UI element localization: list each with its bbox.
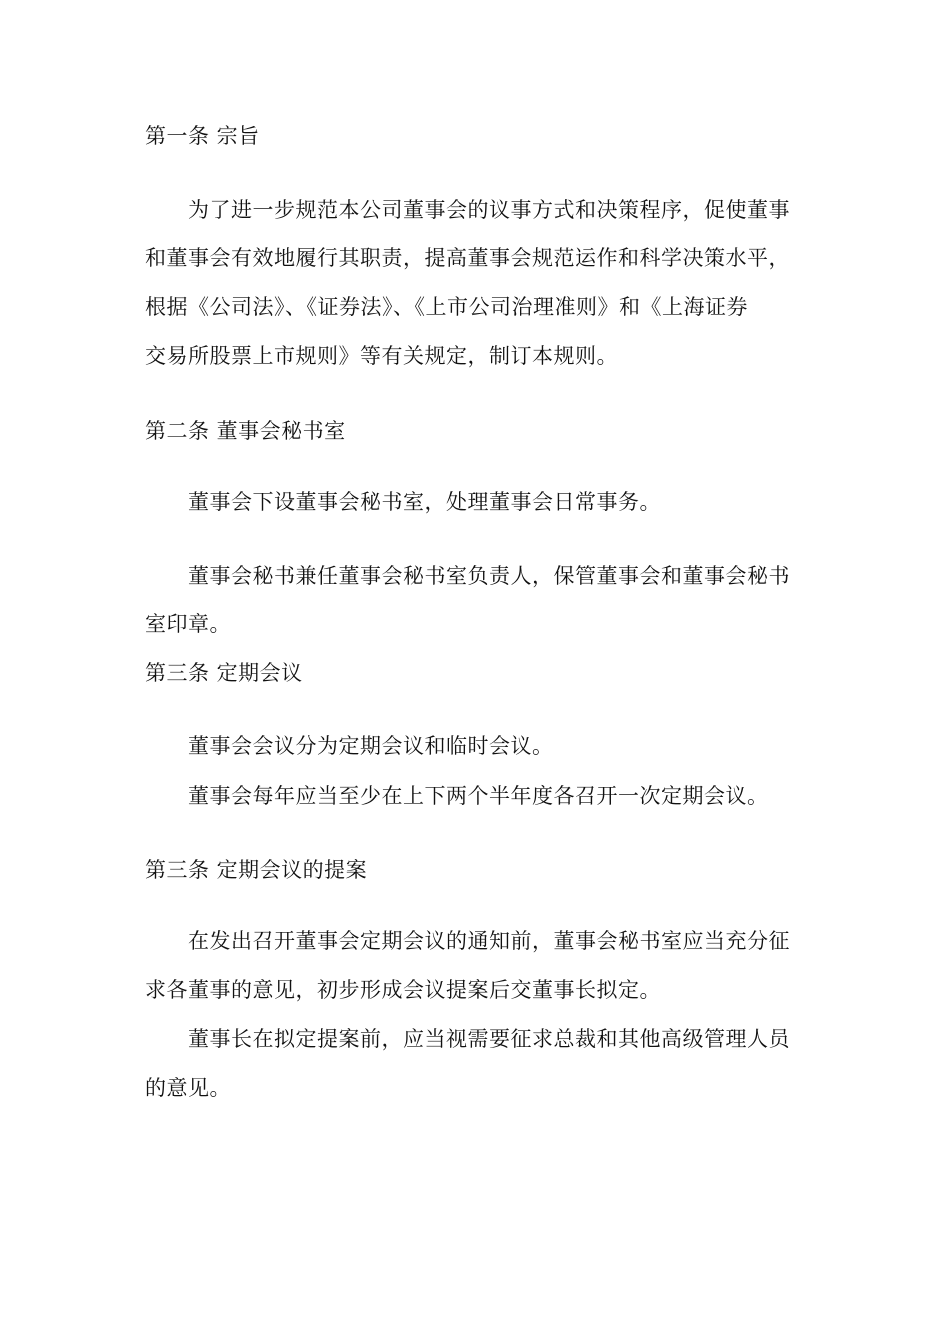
section-heading: 第二条 董事会秘书室 — [145, 419, 346, 443]
section-heading: 第三条 定期会议 — [145, 661, 303, 685]
paragraph-line: 和董事会有效地履行其职责，提高董事会规范运作和科学决策水平， — [145, 246, 790, 270]
paragraph-line: 室印章。 — [145, 612, 231, 636]
paragraph-line: 董事会会议分为定期会议和临时会议。 — [188, 734, 554, 758]
paragraph-line: 董事会下设董事会秘书室，处理董事会日常事务。 — [188, 490, 661, 514]
paragraph-line: 的意见。 — [145, 1076, 231, 1100]
paragraph-line: 董事长在拟定提案前，应当视需要征求总裁和其他高级管理人员 — [188, 1027, 790, 1051]
section-heading: 第一条 宗旨 — [145, 124, 260, 148]
section-heading: 第三条 定期会议的提案 — [145, 858, 368, 882]
paragraph-line: 为了进一步规范本公司董事会的议事方式和决策程序，促使董事 — [188, 198, 790, 222]
paragraph-line: 董事会秘书兼任董事会秘书室负责人，保管董事会和董事会秘书 — [188, 564, 790, 588]
paragraph-line: 交易所股票上市规则》等有关规定，制订本规则。 — [145, 344, 618, 368]
paragraph-line: 求各董事的意见，初步形成会议提案后交董事长拟定。 — [145, 978, 661, 1002]
paragraph-line: 根据《公司法》、《证券法》、《上市公司治理准则》和《上海证券 — [145, 295, 748, 319]
paragraph-line: 董事会每年应当至少在上下两个半年度各召开一次定期会议。 — [188, 784, 769, 808]
paragraph-line: 在发出召开董事会定期会议的通知前，董事会秘书室应当充分征 — [188, 929, 790, 953]
